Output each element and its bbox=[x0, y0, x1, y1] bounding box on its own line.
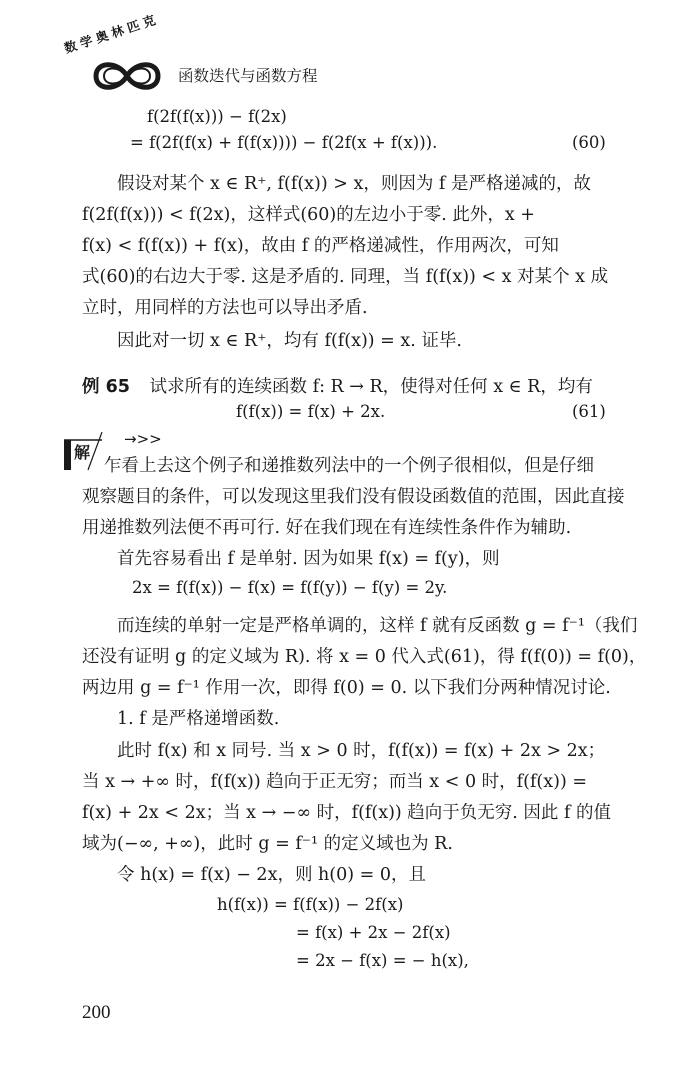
brand-text: 数学奥林匹克 bbox=[62, 11, 162, 56]
text-line: 首先容易看出 f 是单射. 因为如果 f(x) = f(y)，则 bbox=[117, 549, 500, 569]
text-line: f(2f(f(x))) < f(2x)，这样式(60)的左边小于零. 此外，x + bbox=[82, 205, 535, 225]
equation-h-line2: = f(x) + 2x − 2f(x) bbox=[296, 923, 451, 942]
text-line: 两边用 g = f⁻¹ 作用一次，即得 f(0) = 0. 以下我们分两种情况讨论. bbox=[82, 678, 611, 698]
equation-number-60: (60) bbox=[572, 133, 606, 152]
text-line: 观察题目的条件，可以发现这里我们没有假设函数值的范围，因此直接 bbox=[82, 487, 625, 507]
equation-h-line3: = 2x − f(x) = − h(x), bbox=[296, 951, 469, 970]
example-65 bbox=[82, 373, 612, 402]
text-line: 假设对某个 x ∈ R⁺, f(f(x)) > x，则因为 f 是严格递减的，故 bbox=[117, 174, 591, 194]
text-line: 还没有证明 g 的定义域为 R). 将 x = 0 代入式(61)，得 f(f(0)) = f(0)， bbox=[82, 647, 647, 667]
chapter-title: 函数迭代与函数方程 bbox=[178, 67, 318, 85]
text-line: 域为(−∞, +∞)，此时 g = f⁻¹ 的定义域也为 R. bbox=[82, 834, 453, 854]
text-line: 当 x → +∞ 时，f(f(x)) 趋向于正无穷；而当 x < 0 时，f(f(x)) = bbox=[82, 772, 587, 792]
equation-60-line2: = f(2f(f(x) + f(f(x)))) − f(2f(x + f(x))). bbox=[130, 133, 438, 152]
infinity-logo-icon bbox=[88, 56, 166, 96]
equation-number-61: (61) bbox=[572, 402, 606, 421]
example-statement: 试求所有的连续函数 f: R → R，使得对任何 x ∈ R，均有 bbox=[149, 377, 593, 397]
solution-label: 解 bbox=[74, 443, 91, 462]
arrow-icon: →>> bbox=[124, 430, 162, 448]
page-number: 200 bbox=[82, 1002, 111, 1023]
text-line: f(x) < f(f(x)) + f(x)，故由 f 的严格递减性，作用两次，可知 bbox=[82, 236, 559, 256]
text-line: 立时，用同样的方法也可以导出矛盾. bbox=[82, 298, 368, 318]
equation-injective: 2x = f(f(x)) − f(x) = f(f(y)) − f(y) = 2y. bbox=[132, 578, 448, 597]
equation-60-line1: f(2f(f(x))) − f(2x) bbox=[147, 107, 287, 126]
text-line: 令 h(x) = f(x) − 2x，则 h(0) = 0，且 bbox=[117, 865, 426, 885]
equation-h-line1: h(f(x)) = f(f(x)) − 2f(x) bbox=[217, 895, 404, 914]
example-label: 例 65 bbox=[82, 377, 130, 397]
proof-conclusion: 因此对一切 x ∈ R⁺，均有 f(f(x)) = x. 证毕. bbox=[117, 331, 462, 351]
text-line: 乍看上去这个例子和递推数列法中的一个例子很相似，但是仔细 bbox=[104, 456, 594, 476]
text-line: 式(60)的右边大于零. 这是矛盾的. 同理，当 f(f(x)) < x 对某个 x 成 bbox=[82, 267, 609, 287]
text-line: f(x) + 2x < 2x；当 x → −∞ 时，f(f(x)) 趋向于负无穷. 因此 f 的值 bbox=[82, 803, 612, 823]
equation-61: f(f(x)) = f(x) + 2x. bbox=[236, 402, 386, 421]
text-line: 此时 f(x) 和 x 同号. 当 x > 0 时，f(f(x)) = f(x) + 2x > 2x； bbox=[117, 741, 606, 761]
text-line: 用递推数列法便不再可行. 好在我们现在有连续性条件作为辅助. bbox=[82, 518, 572, 538]
case-1-heading: 1. f 是严格递增函数. bbox=[117, 709, 280, 729]
header bbox=[40, 11, 360, 95]
text-line: 而连续的单射一定是严格单调的，这样 f 就有反函数 g = f⁻¹（我们 bbox=[117, 616, 638, 636]
